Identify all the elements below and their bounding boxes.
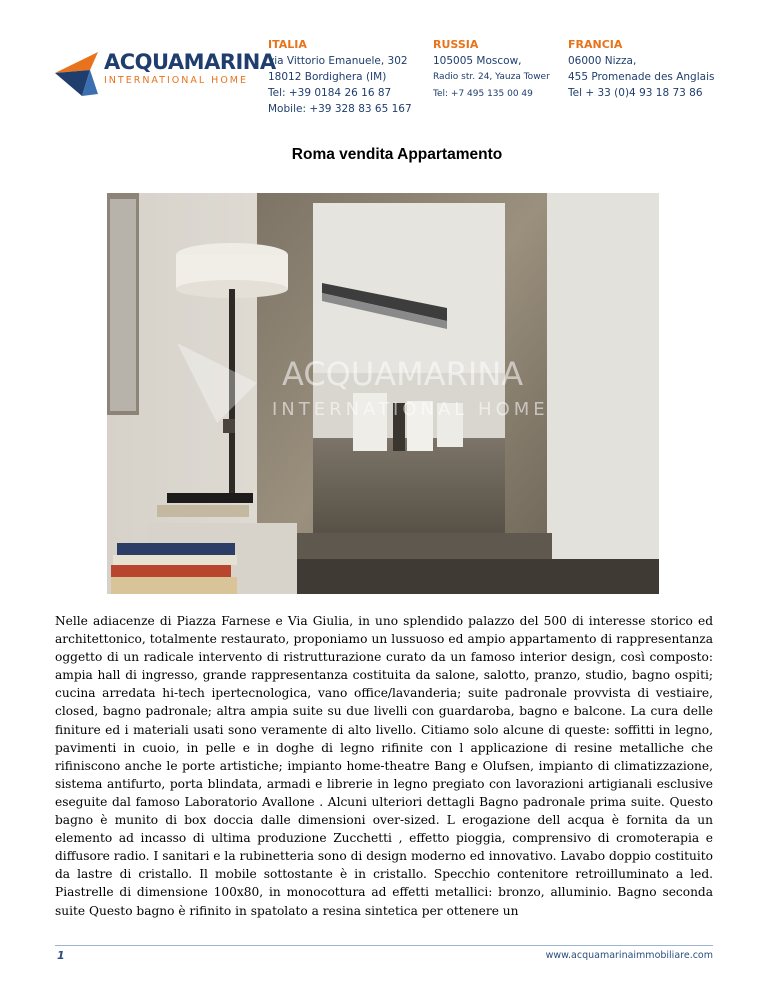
property-description: Nelle adiacenze di Piazza Farnese e Via Giulia, in uno splendido palazzo del 500 di interesse storico ed architettonico, totalmente restaurato, proponiamo un lussuoso ed ampio appartamento di rappresentanza oggetto di un radicale intervento di ristrutturazione curato da un famoso interior design, così composto: ampia hall di ingresso, grande rappresentanza costituita da salone, salotto, pranzo, studio, bagno ospiti; cucina arredata hi-tech ipertecnologica, vano office/lavanderia; suite padronale provvista di vestiaire, closed, bagno padronale; altra ampia suite su due livelli con guardaroba, bagno e balcone. La cura delle finiture ed i materiali usati sono veramente di alto livello. Citiamo solo alcune di queste: soffitti in legno, pavimenti in cuoio, in pelle e in doghe di legno rifinite con l applicazione di resine metalliche che rifiniscono anche le porte artistiche; impianto home-theatre Bang e Olufsen, impianto di climatizzazione, sistema antifurto, porta blindata, armadi e librerie in legno pregiato con lavorazioni artigianali esclusive eseguite dal famoso Laboratorio Avallone . Alcuni ulteriori dettagli Bagno padronale prima suite. Questo bagno è munito di box doccia dalle dimensioni over-sized. L erogazione dell acqua è fornita da un elemento ad incasso di ultima produzione Zucchetti , effetto pioggia, comprensivo di cromoterapia e diffusore radio. I sanitari e la rubinetteria sono di design moderno ed innovativo. Lavabo doppio costituito da lastre di cristallo. Il mobile sottostante è in cristallo. Specchio contenitore retroilluminato a led. Piastrelle di dimensione 100x80, in monocottura ad effetti metallici: bronzo, alluminio. Bagno seconda suite Questo bagno è rifinito in spatolato a resina sintetica per ottenere un: [55, 614, 713, 918]
office-italia: [268, 37, 412, 117]
office-francia: [568, 37, 714, 101]
watermark-subtitle: INTERNATIONAL HOME: [272, 399, 549, 420]
office-country: FRANCIA: [568, 38, 623, 51]
office-phone-text: Tel: +7 495 135 00 49: [433, 89, 533, 99]
office-country: ITALIA: [268, 38, 307, 51]
office-phone: Tel + 33 (0)4 93 18 73 86: [568, 87, 703, 99]
office-address-line: 06000 Nizza,: [568, 55, 637, 67]
office-address-line: via Vittorio Emanuele, 302: [268, 55, 408, 67]
interior-photo-illustration: [107, 193, 659, 594]
office-address-line: Radio str. 24, Yauza Tower: [433, 72, 550, 82]
page-title: Roma vendita Appartamento: [291, 146, 503, 163]
logo-name: ACQUAMARINA: [104, 50, 276, 74]
page-number: 1: [57, 949, 65, 962]
property-photo: [107, 193, 659, 594]
company-logo: [52, 46, 276, 100]
office-address-line: 455 Promenade des Anglais: [568, 71, 715, 83]
office-phone: Tel: +39 0184 26 16 87: [268, 87, 392, 99]
footer-website: www.acquamarinaimmobiliare.com: [545, 950, 713, 961]
office-russia: [433, 37, 550, 102]
logo-subtitle: INTERNATIONAL HOME: [104, 75, 249, 86]
office-mobile: Mobile: +39 328 83 65 167: [268, 103, 412, 115]
footer-divider: [55, 945, 713, 946]
office-address-line: 105005 Moscow,: [433, 55, 522, 67]
logo-mark-icon: [52, 46, 102, 100]
letterhead: [0, 0, 768, 130]
office-phone: [433, 85, 550, 102]
office-country: RUSSIA: [433, 38, 479, 51]
office-address-line: 18012 Bordighera (IM): [268, 71, 387, 83]
watermark-title: ACQUAMARINA: [282, 355, 524, 393]
